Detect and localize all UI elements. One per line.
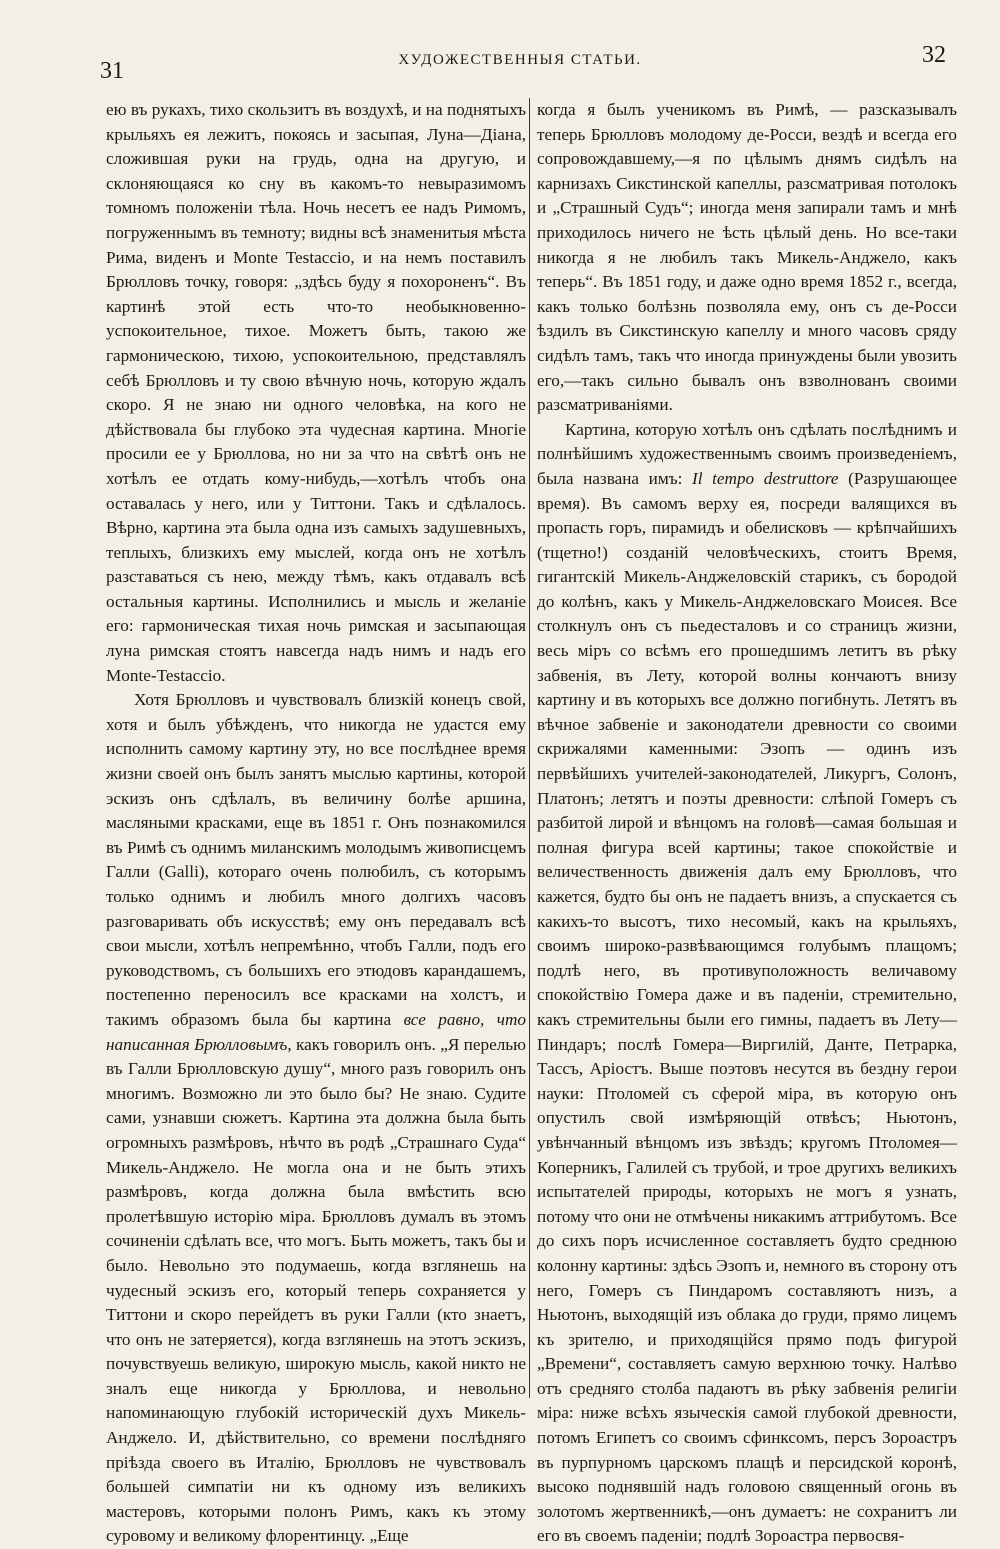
text-run: Хотя Брюлловъ и чувствовалъ близкій конецъ свой, хотя и былъ убѣжденъ, что никогда не удастся ему исполнить самому картину эту, но все послѣднее время жизни своей онъ былъ занятъ мыслью картины, которой эскизъ онъ сдѣлалъ, въ величину болѣе аршина, масляными красками, еще въ 1851 г. Онъ познакомился въ Римѣ съ однимъ миланскимъ молодымъ живописцемъ Галли (Galli), котораго очень полюбилъ, съ которымъ только однимъ и любилъ много долгихъ часовъ разговаривать объ искусствѣ; ему онъ передавалъ всѣ свои мысли, хотѣлъ непремѣнно, чтобъ Галли, подъ его руководствомъ, съ большихъ его этюдовъ карандашемъ, постепенно переносилъ все красками на холстъ, и такимъ образомъ была бы картина — [106, 690, 526, 1029]
emphasis-text: все равно, что написанная Брюлловымъ — [106, 1009, 526, 1054]
paragraph: когда я былъ ученикомъ въ Римѣ, — разсказывалъ теперь Брюлловъ молодому де-Росси, вездѣ и всегда его сопровождавшему,—я по цѣлымъ днямъ сидѣлъ на карнизахъ Сикстинской капеллы, разсматривая потолокъ и „Страшный Судъ“; иногда меня запирали тамъ и мнѣ приходилось ничего не ѣсть цѣлый день. Но все-таки никогда я не любилъ такъ Микель-Анджело, какъ теперь“. Въ 1851 году, и даже одно время 1852 г., всегда, какъ только болѣзнь позволяла ему, онъ съ де-Росси ѣздилъ въ Сикстинскую капеллу и много часовъ сряду сидѣлъ тамъ, такъ что иногда принуждены были увозить его,—такъ сильно бывалъ онъ взволнованъ своими разсматриваніями. — [537, 100, 957, 415]
running-head: ХУДОЖЕСТВЕННЫЯ СТАТЬИ. — [398, 52, 642, 68]
right-column — [537, 98, 957, 1549]
page-number-left: 31 — [100, 58, 124, 84]
paragraph — [537, 418, 957, 1549]
text-run: Картина, которую хотѣлъ онъ сдѣлать послѣднимъ и полнѣйшимъ художественнымъ своимъ произведеніемъ, была названа имъ: — [537, 419, 957, 488]
emphasis-text: Il tempo destruttore — [692, 468, 839, 488]
text-run: , какъ говорилъ онъ. „Я перелью въ Галли Брюлловскую душу“, много разъ говорилъ онъ многимъ. Возможно ли это было бы? Не знаю. Судите сами, узнавши сюжетъ. Картина эта должна была быть огромныхъ размѣровъ, нѣчто въ родѣ „Страшнаго Суда“ Микель-Анджело. Не могла она и не быть этихъ размѣровъ, когда должна была вмѣстить всю пролетѣвшую исторію міра. Брюлловъ думалъ въ этомъ сочиненіи сдѣлать все, что могъ. Быть можетъ, такъ бы и было. Невольно это подумаешь, когда взглянешь на чудесный эскизъ его, который теперь сохраняется у Титтони и скоро перейдетъ въ руки Галли (кто знаетъ, что онъ не затеряется), когда взглянешь на этотъ эскизъ, почувствуешь великую, широкую мысль, какой никто не зналъ еще никогда у Брюллова, и невольно напоминающую глубокій историческій духъ Микель-Анджело. И, дѣйствительно, со времени послѣдняго пріѣзда своего въ Италію, Брюлловъ не чувствовалъ большей симпатіи ни къ одному изъ великихъ мастеровъ, которыми полонъ Римъ, какъ къ этому суровому и великому флорентинцу. „Еще — [106, 1034, 526, 1546]
paragraph — [106, 688, 526, 1549]
column-rule — [529, 98, 530, 1398]
text-run: (Разрушающее время). Въ самомъ верху ея, посреди валящихся въ пропасть горъ, пирамидъ и обелисковъ — крѣпчайшихъ (тщетно!) созданій человѣческихъ, стоитъ Время, гигантскій Микель-Анджеловскій старикъ, съ бородой до колѣнъ, какъ у Микель-Анджеловскаго Моисея. Все столкнулъ онъ съ пьедесталовъ и со страницъ жизни, весь міръ со всѣмъ его прошедшимъ летитъ въ рѣку забвенія, въ Лету, которой волны кончаютъ внизу картину и въ которыхъ все должно погибнуть. Летятъ въ вѣчное забвеніе и законодатели древности со своими скрижалями каменными: Эзопъ — одинъ изъ первѣйшихъ учителей-законодателей, Ликургъ, Солонъ, Платонъ; летятъ и поэты древности: слѣпой Гомеръ съ разбитой лирой и вѣнцомъ на головѣ—самая большая и полная фигура всей картины; такое спокойствіе и величественность движенія далъ ему Брюлловъ, что кажется, будто бы онъ не падаетъ внизъ, а спускается съ какихъ-то высотъ, тихо несомый, какъ на крыльяхъ, своимъ широко-развѣвающимся голубымъ плащомъ; подлѣ него, въ противуположность величавому спокойствію Гомера даже и въ паденіи, стремительно, какъ стремительны были его гимны, падаетъ въ Лету—Пиндаръ; послѣ Гомера—Виргилій, Данте, Петрарка, Тассъ, Аріостъ. Выше поэтовъ несутся въ бездну герои науки: Птоломей съ сферой міра, въ которую онъ опустилъ свой измѣряющій отвѣсъ; Ньютонъ, увѣнчанный вѣнцомъ изъ звѣздъ; кругомъ Птоломея—Коперникъ, Галилей съ трубой, и трое другихъ великихъ испытателей природы, которыхъ не могъ я узнать, потому что они не отмѣчены никакимъ аттрибутомъ. Все до сихъ поръ исчисленное составляетъ будто среднюю колонну картины: здѣсь Эзопъ и, немного въ сторону отъ него, Гомеръ съ Пиндаромъ составляютъ низъ, а Ньютонъ, выходящій изъ облака до груди, прямо лицемъ къ зрителю, и приходящійся прямо подъ фигурой „Времени“, составляетъ самую верхнюю точку. Налѣво отъ средняго столба падаютъ въ рѣку забвенія религіи міра: ниже всѣхъ языческія самой глубокой древности, потомъ Египетъ со своимъ сфинксомъ, персъ Зороастръ въ пурпурномъ царскомъ плащѣ и персидской коронѣ, высоко поднявшій надъ головою священный огонь въ золотомъ жертвенникѣ,—онъ думаетъ: не сохранитъ ли его въ своемъ паденіи; подлѣ Зороастра первосвя- — [537, 468, 958, 1546]
paragraph: ею въ рукахъ, тихо скользитъ въ воздухѣ, и на поднятыхъ крыльяхъ ея лежитъ, покоясь и засыпая, Луна—Діана, сложившая руки на грудь, одна на другую, и склоняющаяся ко сну въ какомъ-то невыразимомъ томномъ положеніи тѣла. Ночь несетъ ее надъ Римомъ, погруженнымъ въ темноту; видны всѣ знаменитыя мѣста Рима, виденъ и Monte Testaccio, и на немъ поставилъ Брюлловъ точку, говоря: „здѣсь буду я похороненъ“. Въ картинѣ этой есть что-то необыкновенно-успокоительное, тихое. Можетъ быть, такою же гармоническою, тихою, успокоительною, представлялъ себѣ Брюлловъ и ту свою вѣчную ночь, которую ждалъ скоро. Я не знаю ни одного человѣка, на кого не дѣйствовала бы глубоко эта чудесная картина. Многіе просили ее у Брюллова, но ни за что на свѣтѣ онъ не хотѣлъ ее отдать кому-нибудь,—хотѣлъ чтобъ она оставалась у него, или у Титтони. Такъ и сдѣлалось. Вѣрно, картина эта была одна изъ самыхъ задушевныхъ, теплыхъ, близкихъ ему мыслей, когда онъ не хотѣлъ разставаться съ нею, между тѣмъ, какъ отдавалъ всѣ остальныя картины. Исполнились и мысль и желаніе его: гармоническая тихая ночь римская и засыпающая луна римская стоятъ навсегда надъ нимъ и надъ его Monte-Testaccio. — [106, 100, 526, 685]
page-number-right: 32 — [922, 42, 946, 68]
left-column — [106, 98, 526, 1549]
